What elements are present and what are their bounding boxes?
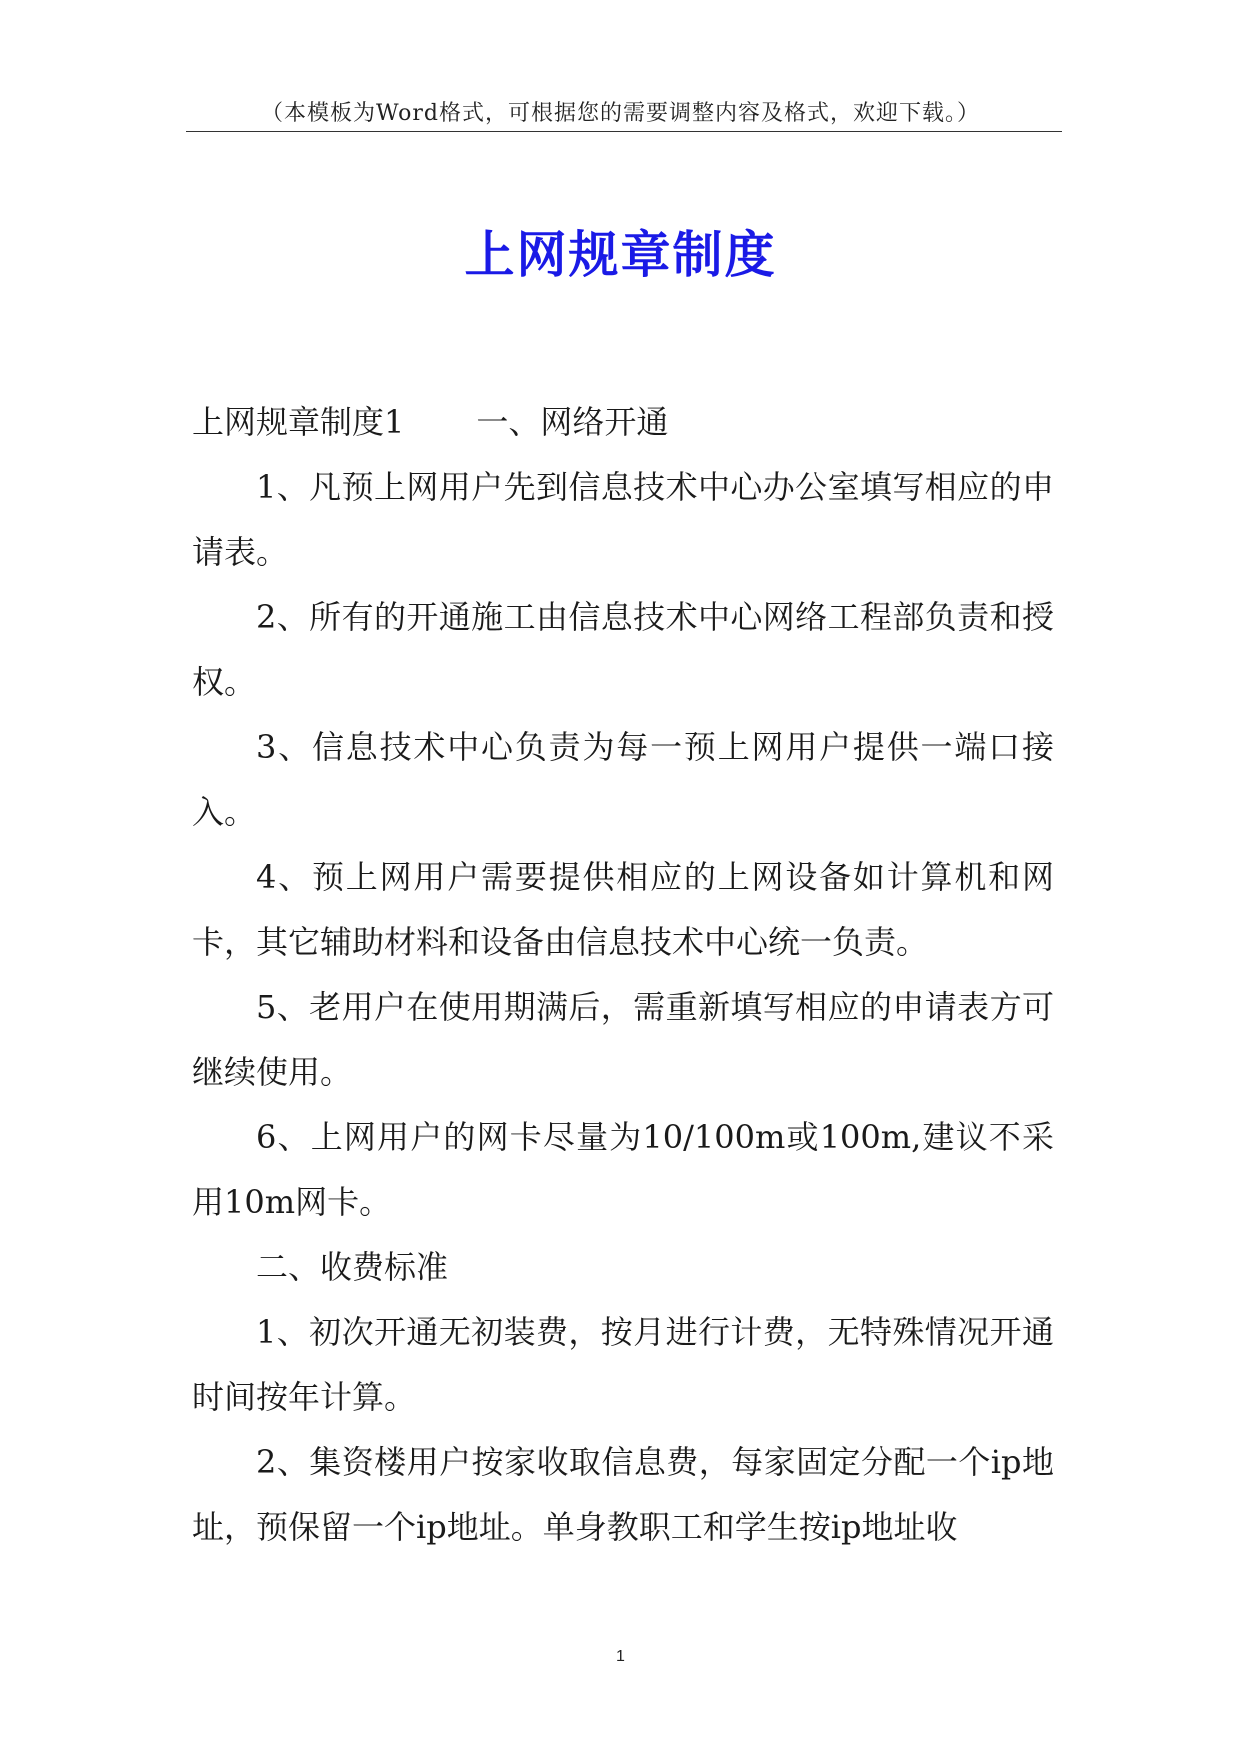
section-1-heading: 一、网络开通 (476, 403, 669, 441)
paragraph: 2、集资楼用户按家收取信息费，每家固定分配一个ip地址，预保留一个ip地址。单身教职工和学生按ip地址收 (192, 1443, 1054, 1546)
document-title: 上网规章制度 (464, 225, 777, 284)
section-2-heading: 二、收费标准 (256, 1248, 449, 1286)
paragraph: 4、预上网用户需要提供相应的上网设备如计算机和网卡，其它辅助材料和设备由信息技术中心统一负责。 (192, 858, 1054, 961)
section-1-heading-line (192, 390, 1054, 455)
header-note: （本模板为Word格式，可根据您的需要调整内容及格式，欢迎下载。） (261, 101, 980, 126)
document-body (192, 390, 1054, 1560)
header-rule (186, 131, 1062, 132)
paragraph: 5、老用户在使用期满后，需重新填写相应的申请表方可继续使用。 (192, 988, 1054, 1091)
section-1-prefix: 上网规章制度1 (192, 403, 405, 441)
paragraph: 6、上网用户的网卡尽量为10/100m或100m,建议不采用10m网卡。 (192, 1118, 1054, 1221)
page-number: 1 (616, 1648, 625, 1665)
paragraph: 1、初次开通无初装费，按月进行计费，无特殊情况开通时间按年计算。 (192, 1313, 1054, 1416)
paragraph: 1、凡预上网用户先到信息技术中心办公室填写相应的申请表。 (192, 468, 1054, 571)
paragraph: 3、信息技术中心负责为每一预上网用户提供一端口接入。 (192, 728, 1054, 831)
paragraph: 2、所有的开通施工由信息技术中心网络工程部负责和授权。 (192, 598, 1054, 701)
